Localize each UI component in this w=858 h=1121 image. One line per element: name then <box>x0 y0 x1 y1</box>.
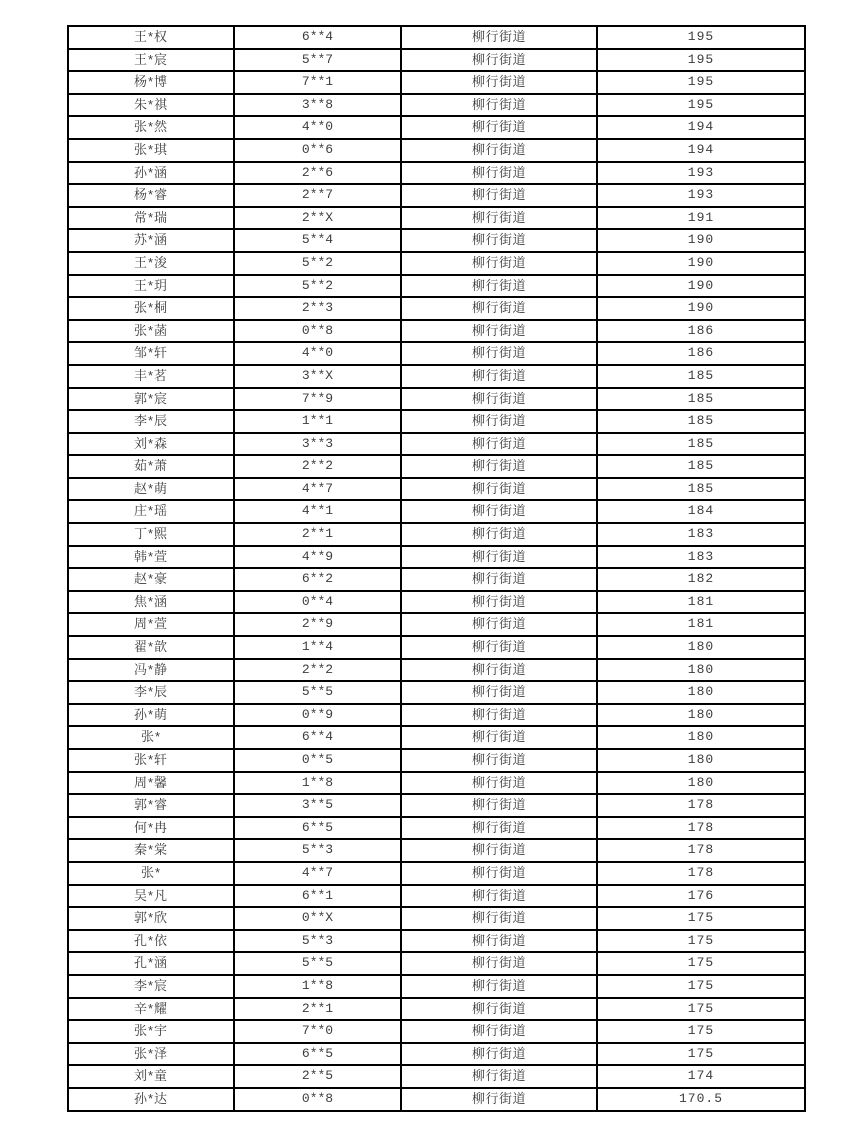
score-cell: 194 <box>597 139 805 162</box>
table-row <box>68 252 805 275</box>
table-row <box>68 907 805 930</box>
score-cell: 190 <box>597 229 805 252</box>
name-cell: 杨*博 <box>68 71 234 94</box>
district-cell: 柳行街道 <box>401 500 597 523</box>
masked-id-cell: 4**0 <box>234 116 401 139</box>
name-cell: 刘*童 <box>68 1065 234 1088</box>
masked-id-cell: 1**8 <box>234 772 401 795</box>
masked-id-cell: 2**6 <box>234 162 401 185</box>
score-cell: 180 <box>597 772 805 795</box>
table-row <box>68 139 805 162</box>
masked-id-cell: 0**6 <box>234 139 401 162</box>
masked-id-cell: 2**7 <box>234 184 401 207</box>
score-cell: 180 <box>597 749 805 772</box>
score-cell: 180 <box>597 704 805 727</box>
score-cell: 180 <box>597 636 805 659</box>
district-cell: 柳行街道 <box>401 342 597 365</box>
masked-id-cell: 3**8 <box>234 94 401 117</box>
score-cell: 184 <box>597 500 805 523</box>
table-row <box>68 275 805 298</box>
table-row <box>68 523 805 546</box>
district-cell: 柳行街道 <box>401 478 597 501</box>
score-cell: 185 <box>597 478 805 501</box>
table-row <box>68 794 805 817</box>
masked-id-cell: 4**9 <box>234 546 401 569</box>
masked-id-cell: 0**4 <box>234 591 401 614</box>
masked-id-cell: 5**3 <box>234 839 401 862</box>
name-cell: 孔*依 <box>68 930 234 953</box>
district-cell: 柳行街道 <box>401 907 597 930</box>
name-cell: 韩*萱 <box>68 546 234 569</box>
score-cell: 185 <box>597 388 805 411</box>
masked-id-cell: 5**5 <box>234 681 401 704</box>
score-cell: 176 <box>597 885 805 908</box>
masked-id-cell: 2**X <box>234 207 401 230</box>
masked-id-cell: 5**2 <box>234 275 401 298</box>
table-row <box>68 998 805 1021</box>
district-cell: 柳行街道 <box>401 772 597 795</box>
name-cell: 张* <box>68 862 234 885</box>
district-cell: 柳行街道 <box>401 930 597 953</box>
district-cell: 柳行街道 <box>401 275 597 298</box>
masked-id-cell: 6**4 <box>234 26 401 49</box>
score-cell: 178 <box>597 794 805 817</box>
name-cell: 何*冉 <box>68 817 234 840</box>
district-cell: 柳行街道 <box>401 455 597 478</box>
name-cell: 张*轩 <box>68 749 234 772</box>
district-cell: 柳行街道 <box>401 139 597 162</box>
name-cell: 刘*森 <box>68 433 234 456</box>
table-row <box>68 71 805 94</box>
table-row <box>68 613 805 636</box>
district-cell: 柳行街道 <box>401 49 597 72</box>
masked-id-cell: 6**2 <box>234 568 401 591</box>
district-cell: 柳行街道 <box>401 1088 597 1111</box>
masked-id-cell: 0**8 <box>234 320 401 343</box>
district-cell: 柳行街道 <box>401 207 597 230</box>
district-cell: 柳行街道 <box>401 726 597 749</box>
table-row <box>68 94 805 117</box>
score-cell: 180 <box>597 659 805 682</box>
score-cell: 170.5 <box>597 1088 805 1111</box>
masked-id-cell: 3**3 <box>234 433 401 456</box>
masked-id-cell: 2**5 <box>234 1065 401 1088</box>
name-cell: 王*浚 <box>68 252 234 275</box>
score-cell: 190 <box>597 297 805 320</box>
table-row <box>68 862 805 885</box>
district-cell: 柳行街道 <box>401 568 597 591</box>
district-cell: 柳行街道 <box>401 94 597 117</box>
score-cell: 175 <box>597 998 805 1021</box>
score-cell: 175 <box>597 1020 805 1043</box>
score-cell: 195 <box>597 49 805 72</box>
table-row <box>68 162 805 185</box>
table-row <box>68 952 805 975</box>
name-cell: 王*玥 <box>68 275 234 298</box>
table-row <box>68 49 805 72</box>
masked-id-cell: 6**4 <box>234 726 401 749</box>
score-cell: 180 <box>597 681 805 704</box>
name-cell: 邹*轩 <box>68 342 234 365</box>
score-cell: 186 <box>597 342 805 365</box>
table-row <box>68 726 805 749</box>
score-cell: 180 <box>597 726 805 749</box>
table-row <box>68 26 805 49</box>
district-cell: 柳行街道 <box>401 184 597 207</box>
masked-id-cell: 5**4 <box>234 229 401 252</box>
score-cell: 181 <box>597 613 805 636</box>
table-row <box>68 1043 805 1066</box>
table-row <box>68 591 805 614</box>
name-cell: 李*辰 <box>68 410 234 433</box>
name-cell: 秦*棠 <box>68 839 234 862</box>
district-cell: 柳行街道 <box>401 952 597 975</box>
masked-id-cell: 7**1 <box>234 71 401 94</box>
district-cell: 柳行街道 <box>401 591 597 614</box>
table-row <box>68 207 805 230</box>
district-cell: 柳行街道 <box>401 613 597 636</box>
score-cell: 181 <box>597 591 805 614</box>
table-row <box>68 885 805 908</box>
masked-id-cell: 2**3 <box>234 297 401 320</box>
name-cell: 张*泽 <box>68 1043 234 1066</box>
table-row <box>68 500 805 523</box>
score-cell: 174 <box>597 1065 805 1088</box>
name-cell: 焦*涵 <box>68 591 234 614</box>
table-row <box>68 184 805 207</box>
masked-id-cell: 0**8 <box>234 1088 401 1111</box>
table-row <box>68 839 805 862</box>
name-cell: 茹*萧 <box>68 455 234 478</box>
district-cell: 柳行街道 <box>401 975 597 998</box>
table-row <box>68 388 805 411</box>
table-row <box>68 659 805 682</box>
name-cell: 郭*欣 <box>68 907 234 930</box>
district-cell: 柳行街道 <box>401 297 597 320</box>
name-cell: 张*琪 <box>68 139 234 162</box>
name-cell: 朱*祺 <box>68 94 234 117</box>
masked-id-cell: 1**1 <box>234 410 401 433</box>
name-cell: 张*宇 <box>68 1020 234 1043</box>
masked-id-cell: 1**4 <box>234 636 401 659</box>
table-row <box>68 681 805 704</box>
masked-id-cell: 6**5 <box>234 817 401 840</box>
score-cell: 183 <box>597 546 805 569</box>
masked-id-cell: 7**9 <box>234 388 401 411</box>
score-cell: 195 <box>597 71 805 94</box>
name-cell: 孔*涵 <box>68 952 234 975</box>
name-cell: 张*然 <box>68 116 234 139</box>
name-cell: 杨*睿 <box>68 184 234 207</box>
masked-id-cell: 5**5 <box>234 952 401 975</box>
score-cell: 190 <box>597 252 805 275</box>
score-cell: 175 <box>597 975 805 998</box>
district-cell: 柳行街道 <box>401 388 597 411</box>
name-cell: 吴*凡 <box>68 885 234 908</box>
masked-id-cell: 2**1 <box>234 523 401 546</box>
name-cell: 翟*歆 <box>68 636 234 659</box>
district-cell: 柳行街道 <box>401 365 597 388</box>
district-cell: 柳行街道 <box>401 1043 597 1066</box>
table-row <box>68 342 805 365</box>
district-cell: 柳行街道 <box>401 26 597 49</box>
district-cell: 柳行街道 <box>401 1020 597 1043</box>
score-cell: 195 <box>597 26 805 49</box>
table-row <box>68 1065 805 1088</box>
name-cell: 丁*熙 <box>68 523 234 546</box>
district-cell: 柳行街道 <box>401 433 597 456</box>
name-cell: 张* <box>68 726 234 749</box>
district-cell: 柳行街道 <box>401 794 597 817</box>
masked-id-cell: 1**8 <box>234 975 401 998</box>
score-roster-table <box>67 25 806 1112</box>
score-cell: 178 <box>597 817 805 840</box>
table-row <box>68 704 805 727</box>
table-row <box>68 410 805 433</box>
table-row <box>68 546 805 569</box>
masked-id-cell: 7**0 <box>234 1020 401 1043</box>
table-row <box>68 320 805 343</box>
masked-id-cell: 2**2 <box>234 455 401 478</box>
name-cell: 苏*涵 <box>68 229 234 252</box>
table-row <box>68 817 805 840</box>
table-row <box>68 433 805 456</box>
name-cell: 周*萱 <box>68 613 234 636</box>
district-cell: 柳行街道 <box>401 817 597 840</box>
district-cell: 柳行街道 <box>401 885 597 908</box>
name-cell: 赵*豪 <box>68 568 234 591</box>
score-cell: 185 <box>597 455 805 478</box>
masked-id-cell: 6**1 <box>234 885 401 908</box>
score-cell: 191 <box>597 207 805 230</box>
score-cell: 178 <box>597 839 805 862</box>
score-cell: 183 <box>597 523 805 546</box>
name-cell: 常*瑞 <box>68 207 234 230</box>
name-cell: 王*宸 <box>68 49 234 72</box>
district-cell: 柳行街道 <box>401 546 597 569</box>
district-cell: 柳行街道 <box>401 659 597 682</box>
name-cell: 孙*涵 <box>68 162 234 185</box>
score-cell: 190 <box>597 275 805 298</box>
masked-id-cell: 2**9 <box>234 613 401 636</box>
district-cell: 柳行街道 <box>401 523 597 546</box>
table-row <box>68 297 805 320</box>
district-cell: 柳行街道 <box>401 229 597 252</box>
district-cell: 柳行街道 <box>401 116 597 139</box>
name-cell: 李*辰 <box>68 681 234 704</box>
name-cell: 庄*瑶 <box>68 500 234 523</box>
masked-id-cell: 3**X <box>234 365 401 388</box>
district-cell: 柳行街道 <box>401 839 597 862</box>
score-cell: 182 <box>597 568 805 591</box>
table-row <box>68 478 805 501</box>
masked-id-cell: 4**7 <box>234 478 401 501</box>
district-cell: 柳行街道 <box>401 162 597 185</box>
score-cell: 175 <box>597 907 805 930</box>
district-cell: 柳行街道 <box>401 1065 597 1088</box>
masked-id-cell: 4**1 <box>234 500 401 523</box>
score-cell: 185 <box>597 365 805 388</box>
table-row <box>68 772 805 795</box>
name-cell: 辛*耀 <box>68 998 234 1021</box>
masked-id-cell: 2**1 <box>234 998 401 1021</box>
table-row <box>68 568 805 591</box>
masked-id-cell: 4**7 <box>234 862 401 885</box>
score-cell: 175 <box>597 952 805 975</box>
district-cell: 柳行街道 <box>401 410 597 433</box>
name-cell: 王*权 <box>68 26 234 49</box>
name-cell: 孙*达 <box>68 1088 234 1111</box>
score-cell: 185 <box>597 410 805 433</box>
table-row <box>68 116 805 139</box>
score-cell: 178 <box>597 862 805 885</box>
score-cell: 193 <box>597 184 805 207</box>
name-cell: 周*馨 <box>68 772 234 795</box>
name-cell: 郭*睿 <box>68 794 234 817</box>
table-row <box>68 229 805 252</box>
name-cell: 李*宸 <box>68 975 234 998</box>
masked-id-cell: 4**0 <box>234 342 401 365</box>
district-cell: 柳行街道 <box>401 252 597 275</box>
name-cell: 丰*茗 <box>68 365 234 388</box>
name-cell: 赵*萌 <box>68 478 234 501</box>
district-cell: 柳行街道 <box>401 749 597 772</box>
table-row <box>68 636 805 659</box>
score-cell: 175 <box>597 930 805 953</box>
district-cell: 柳行街道 <box>401 71 597 94</box>
table-row <box>68 930 805 953</box>
name-cell: 郭*宸 <box>68 388 234 411</box>
score-cell: 185 <box>597 433 805 456</box>
table-row <box>68 975 805 998</box>
name-cell: 张*桐 <box>68 297 234 320</box>
name-cell: 张*菡 <box>68 320 234 343</box>
district-cell: 柳行街道 <box>401 704 597 727</box>
name-cell: 孙*萌 <box>68 704 234 727</box>
masked-id-cell: 0**5 <box>234 749 401 772</box>
table-row <box>68 365 805 388</box>
masked-id-cell: 5**7 <box>234 49 401 72</box>
score-cell: 175 <box>597 1043 805 1066</box>
table-row <box>68 1020 805 1043</box>
masked-id-cell: 3**5 <box>234 794 401 817</box>
masked-id-cell: 0**9 <box>234 704 401 727</box>
masked-id-cell: 5**2 <box>234 252 401 275</box>
score-cell: 193 <box>597 162 805 185</box>
district-cell: 柳行街道 <box>401 998 597 1021</box>
masked-id-cell: 6**5 <box>234 1043 401 1066</box>
table-row <box>68 749 805 772</box>
masked-id-cell: 0**X <box>234 907 401 930</box>
district-cell: 柳行街道 <box>401 862 597 885</box>
name-cell: 冯*静 <box>68 659 234 682</box>
district-cell: 柳行街道 <box>401 636 597 659</box>
table-row <box>68 1088 805 1111</box>
score-cell: 186 <box>597 320 805 343</box>
score-cell: 195 <box>597 94 805 117</box>
masked-id-cell: 5**3 <box>234 930 401 953</box>
table-row <box>68 455 805 478</box>
masked-id-cell: 2**2 <box>234 659 401 682</box>
score-cell: 194 <box>597 116 805 139</box>
district-cell: 柳行街道 <box>401 320 597 343</box>
district-cell: 柳行街道 <box>401 681 597 704</box>
roster-table-body <box>68 26 805 1111</box>
